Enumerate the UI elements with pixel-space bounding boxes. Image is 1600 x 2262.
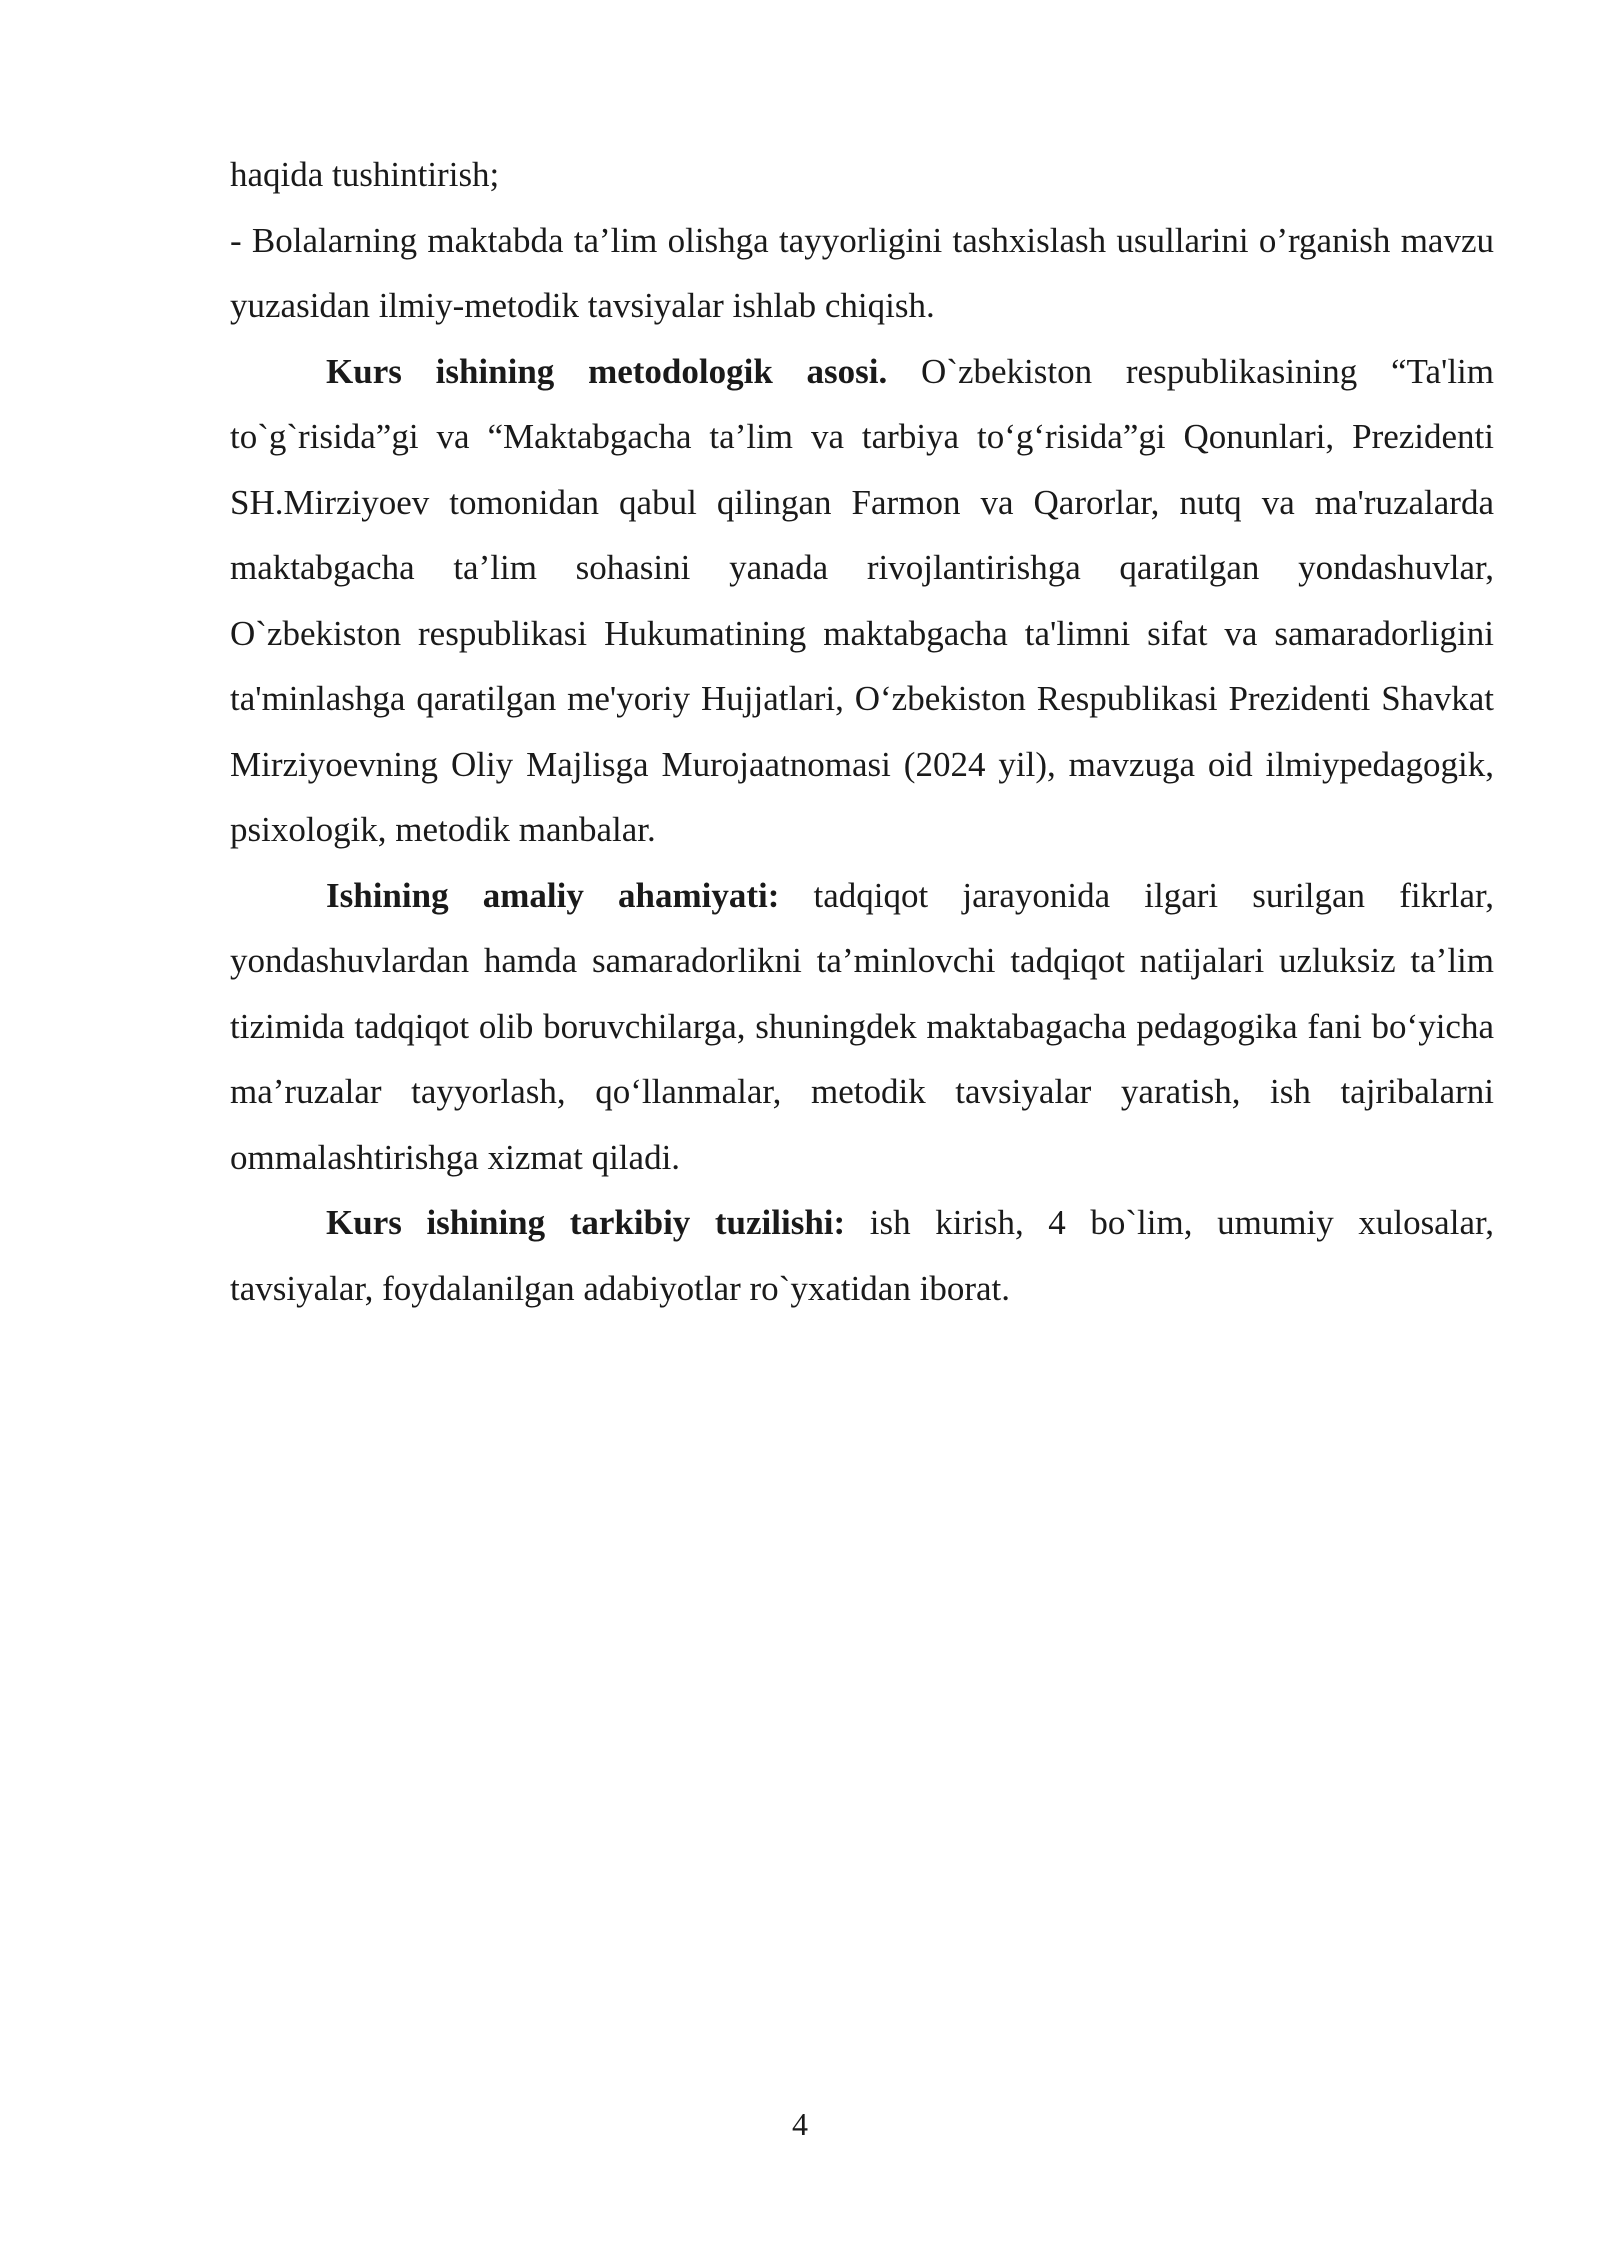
body-text	[230, 142, 1494, 1321]
paragraph-methodology	[230, 339, 1494, 863]
text-structure: ish kirish, 4 bo`lim, umumiy xulosalar, tavsiyalar, foydalanilgan adabiyotlar ro`yxatidan iborat.	[230, 1203, 1494, 1308]
text-practical-significance: tadqiqot jarayonida ilgari surilgan fikrlar, yondashuvlardan hamda samaradorlikni ta’minlovchi tadqiqot natijalari uzluksiz ta’lim tizimida tadqiqot olib boruvchilarga, shuningdek maktabagacha pedagogika fani bo‘yicha ma’ruzalar tayyorlash, qo‘llanmalar, metodik tavsiyalar yaratish, ish tajribalarni ommalashtirishga xizmat qiladi.	[230, 875, 1494, 1177]
heading-methodology: Kurs ishining metodologik asosi.	[326, 351, 888, 391]
paragraph-structure	[230, 1190, 1494, 1321]
page-number: 4	[792, 2106, 808, 2142]
heading-practical-significance: Ishining amaliy ahamiyati:	[326, 875, 780, 915]
text-methodology: O`zbekiston respublikasining “Ta'lim to`g`risida”gi va “Maktabgacha ta’lim va tarbiya to‘g‘risida”gi Qonunlari, Prezidenti SH.Mirziyoev tomonidan qabul qilingan Farmon va Qarorlar, nutq va ma'ruzalarda maktabgacha ta’lim sohasini yanada rivojlantirishga qaratilgan yondashuvlar, O`zbekiston respublikasi Hukumatining maktabgacha ta'limni sifat va samaradorligini ta'minlashga qaratilgan me'yoriy Hujjatlari, O‘zbekiston Respublikasi Prezidenti Shavkat Mirziyoevning Oliy Majlisga Murojaatnomasi (2024 yil), mavzuga oid ilmiypedagogik, psixologik, metodik manbalar.	[230, 351, 1494, 849]
paragraph-continuation: haqida tushintirish;	[230, 155, 500, 194]
paragraph-objective: - Bolalarning maktabda ta’lim olishga tayyorligini tashxislash usullarini o’rganish mavzu yuzasidan ilmiy-metodik tavsiyalar ishlab chiqish.	[230, 220, 1494, 325]
paragraph-practical-significance	[230, 863, 1494, 1191]
heading-structure: Kurs ishining tarkibiy tuzilishi:	[326, 1203, 846, 1242]
